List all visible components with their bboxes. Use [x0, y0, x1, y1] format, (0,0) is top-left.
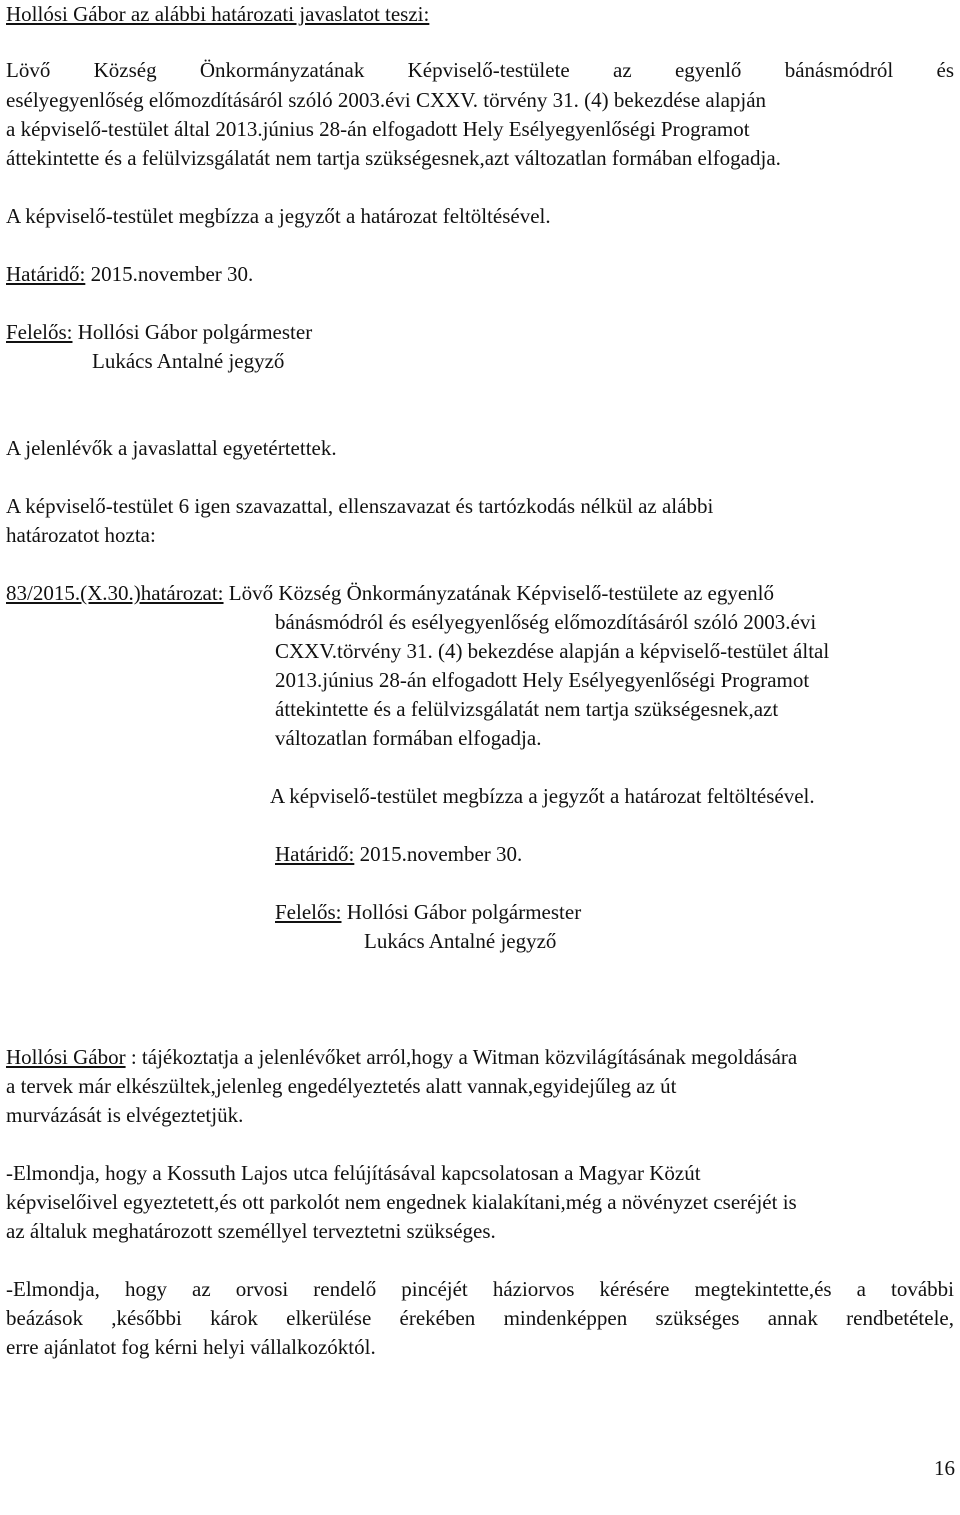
- resolution-label: 83/2015.(X.30.)határozat:: [6, 581, 224, 605]
- report-p3-line-1: -Elmondja, hogy az orvosi rendelő pincéjét háziorvos kérésére megtekintette,és a további: [6, 1277, 954, 1301]
- resolution-responsible-notary: Lukács Antalné jegyző: [364, 929, 557, 953]
- resolution-line-6: változatlan formában elfogadja.: [275, 726, 542, 750]
- report-p1-line-1: : tájékoztatja a jelenlévőket arról,hogy a Witman közvilágításának megoldására: [125, 1045, 798, 1069]
- resolution-line-4: 2013.június 28-án elfogadott Hely Esélyegyenlőségi Programot: [275, 668, 810, 692]
- resolution-responsible-label: Felelős:: [275, 900, 342, 924]
- proposal-line-2: esélyegyenlőség előmozdításáról szóló 2003.évi CXXV. törvény 31. (4) bekezdése alapján: [6, 88, 767, 112]
- report-p2-line-3: az általuk meghatározott személlyel terveztetni szükséges.: [6, 1219, 496, 1243]
- resolution-line-5: áttekintette és a felülvizsgálatát nem tartja szükségesnek,azt: [275, 697, 779, 721]
- report-speaker: Hollósi Gábor: [6, 1045, 126, 1069]
- resolution-line-3: CXXV.törvény 31. (4) bekezdése alapján a képviselő-testület által: [275, 639, 830, 663]
- vote-line-1: A képviselő-testület 6 igen szavazattal, ellenszavazat és tartózkodás nélkül az alábbi: [6, 494, 714, 518]
- resolution-deadline-label: Határidő:: [275, 842, 355, 866]
- report-p1-line-2: a tervek már elkészültek,jelenleg engedélyeztetés alatt vannak,egyidejűleg az út: [6, 1074, 677, 1098]
- resolution-mandate: A képviselő-testület megbízza a jegyzőt a határozat feltöltésével.: [270, 784, 815, 808]
- report-p1-line-3: murvázását is elvégeztetjük.: [6, 1103, 244, 1127]
- proposal-responsible: [6, 320, 312, 344]
- resolution-deadline-value: 2015.november 30.: [354, 842, 523, 866]
- proposal-deadline: [6, 262, 253, 286]
- report-first-line: [6, 1045, 797, 1069]
- report-p2-line-2: képviselőivel egyeztetett,és ott parkolót nem engednek kialakítani,még a növényzet cseréjét is: [6, 1190, 797, 1214]
- proposal-line-3: a képviselő-testület által 2013.június 28-án elfogadott Hely Esélyegyenlőségi Programot: [6, 117, 750, 141]
- deadline-value: 2015.november 30.: [85, 262, 254, 286]
- proposal-line-1: Lövő Község Önkormányzatának Képviselő-testülete az egyenlő bánásmódról és: [6, 58, 954, 82]
- responsible-label: Felelős:: [6, 320, 73, 344]
- proposal-line-4: áttekintette és a felülvizsgálatát nem tartja szükségesnek,azt változatlan formában elfogadja.: [6, 146, 781, 170]
- responsible-notary: Lukács Antalné jegyző: [92, 349, 285, 373]
- page-number: 16: [934, 1456, 955, 1480]
- vote-line-2: határozatot hozta:: [6, 523, 156, 547]
- report-p3-line-2: beázások ,későbbi károk elkerülése érekében mindenképpen szükséges annak rendbetétele,: [6, 1306, 954, 1330]
- agreement-text: A jelenlévők a javaslattal egyetértettek.: [6, 436, 337, 460]
- deadline-label: Határidő:: [6, 262, 86, 286]
- responsible-mayor: Hollósi Gábor polgármester: [72, 320, 313, 344]
- resolution-line-2: bánásmódról és esélyegyenlőség előmozdításáról szóló 2003.évi: [275, 610, 817, 634]
- intro-heading: Hollósi Gábor az alábbi határozati javaslatot teszi:: [6, 2, 430, 26]
- resolution-responsible-mayor: Hollósi Gábor polgármester: [341, 900, 582, 924]
- resolution-first-line: [6, 581, 774, 605]
- report-p2-line-1: -Elmondja, hogy a Kossuth Lajos utca felújításával kapcsolatosan a Magyar Közút: [6, 1161, 701, 1185]
- resolution-responsible: [275, 900, 581, 924]
- resolution-deadline: [275, 842, 522, 866]
- resolution-line-1: Lövő Község Önkormányzatának Képviselő-testülete az egyenlő: [223, 581, 775, 605]
- proposal-mandate: A képviselő-testület megbízza a jegyzőt a határozat feltöltésével.: [6, 204, 551, 228]
- report-p3-line-3: erre ajánlatot fog kérni helyi vállalkozóktól.: [6, 1335, 376, 1359]
